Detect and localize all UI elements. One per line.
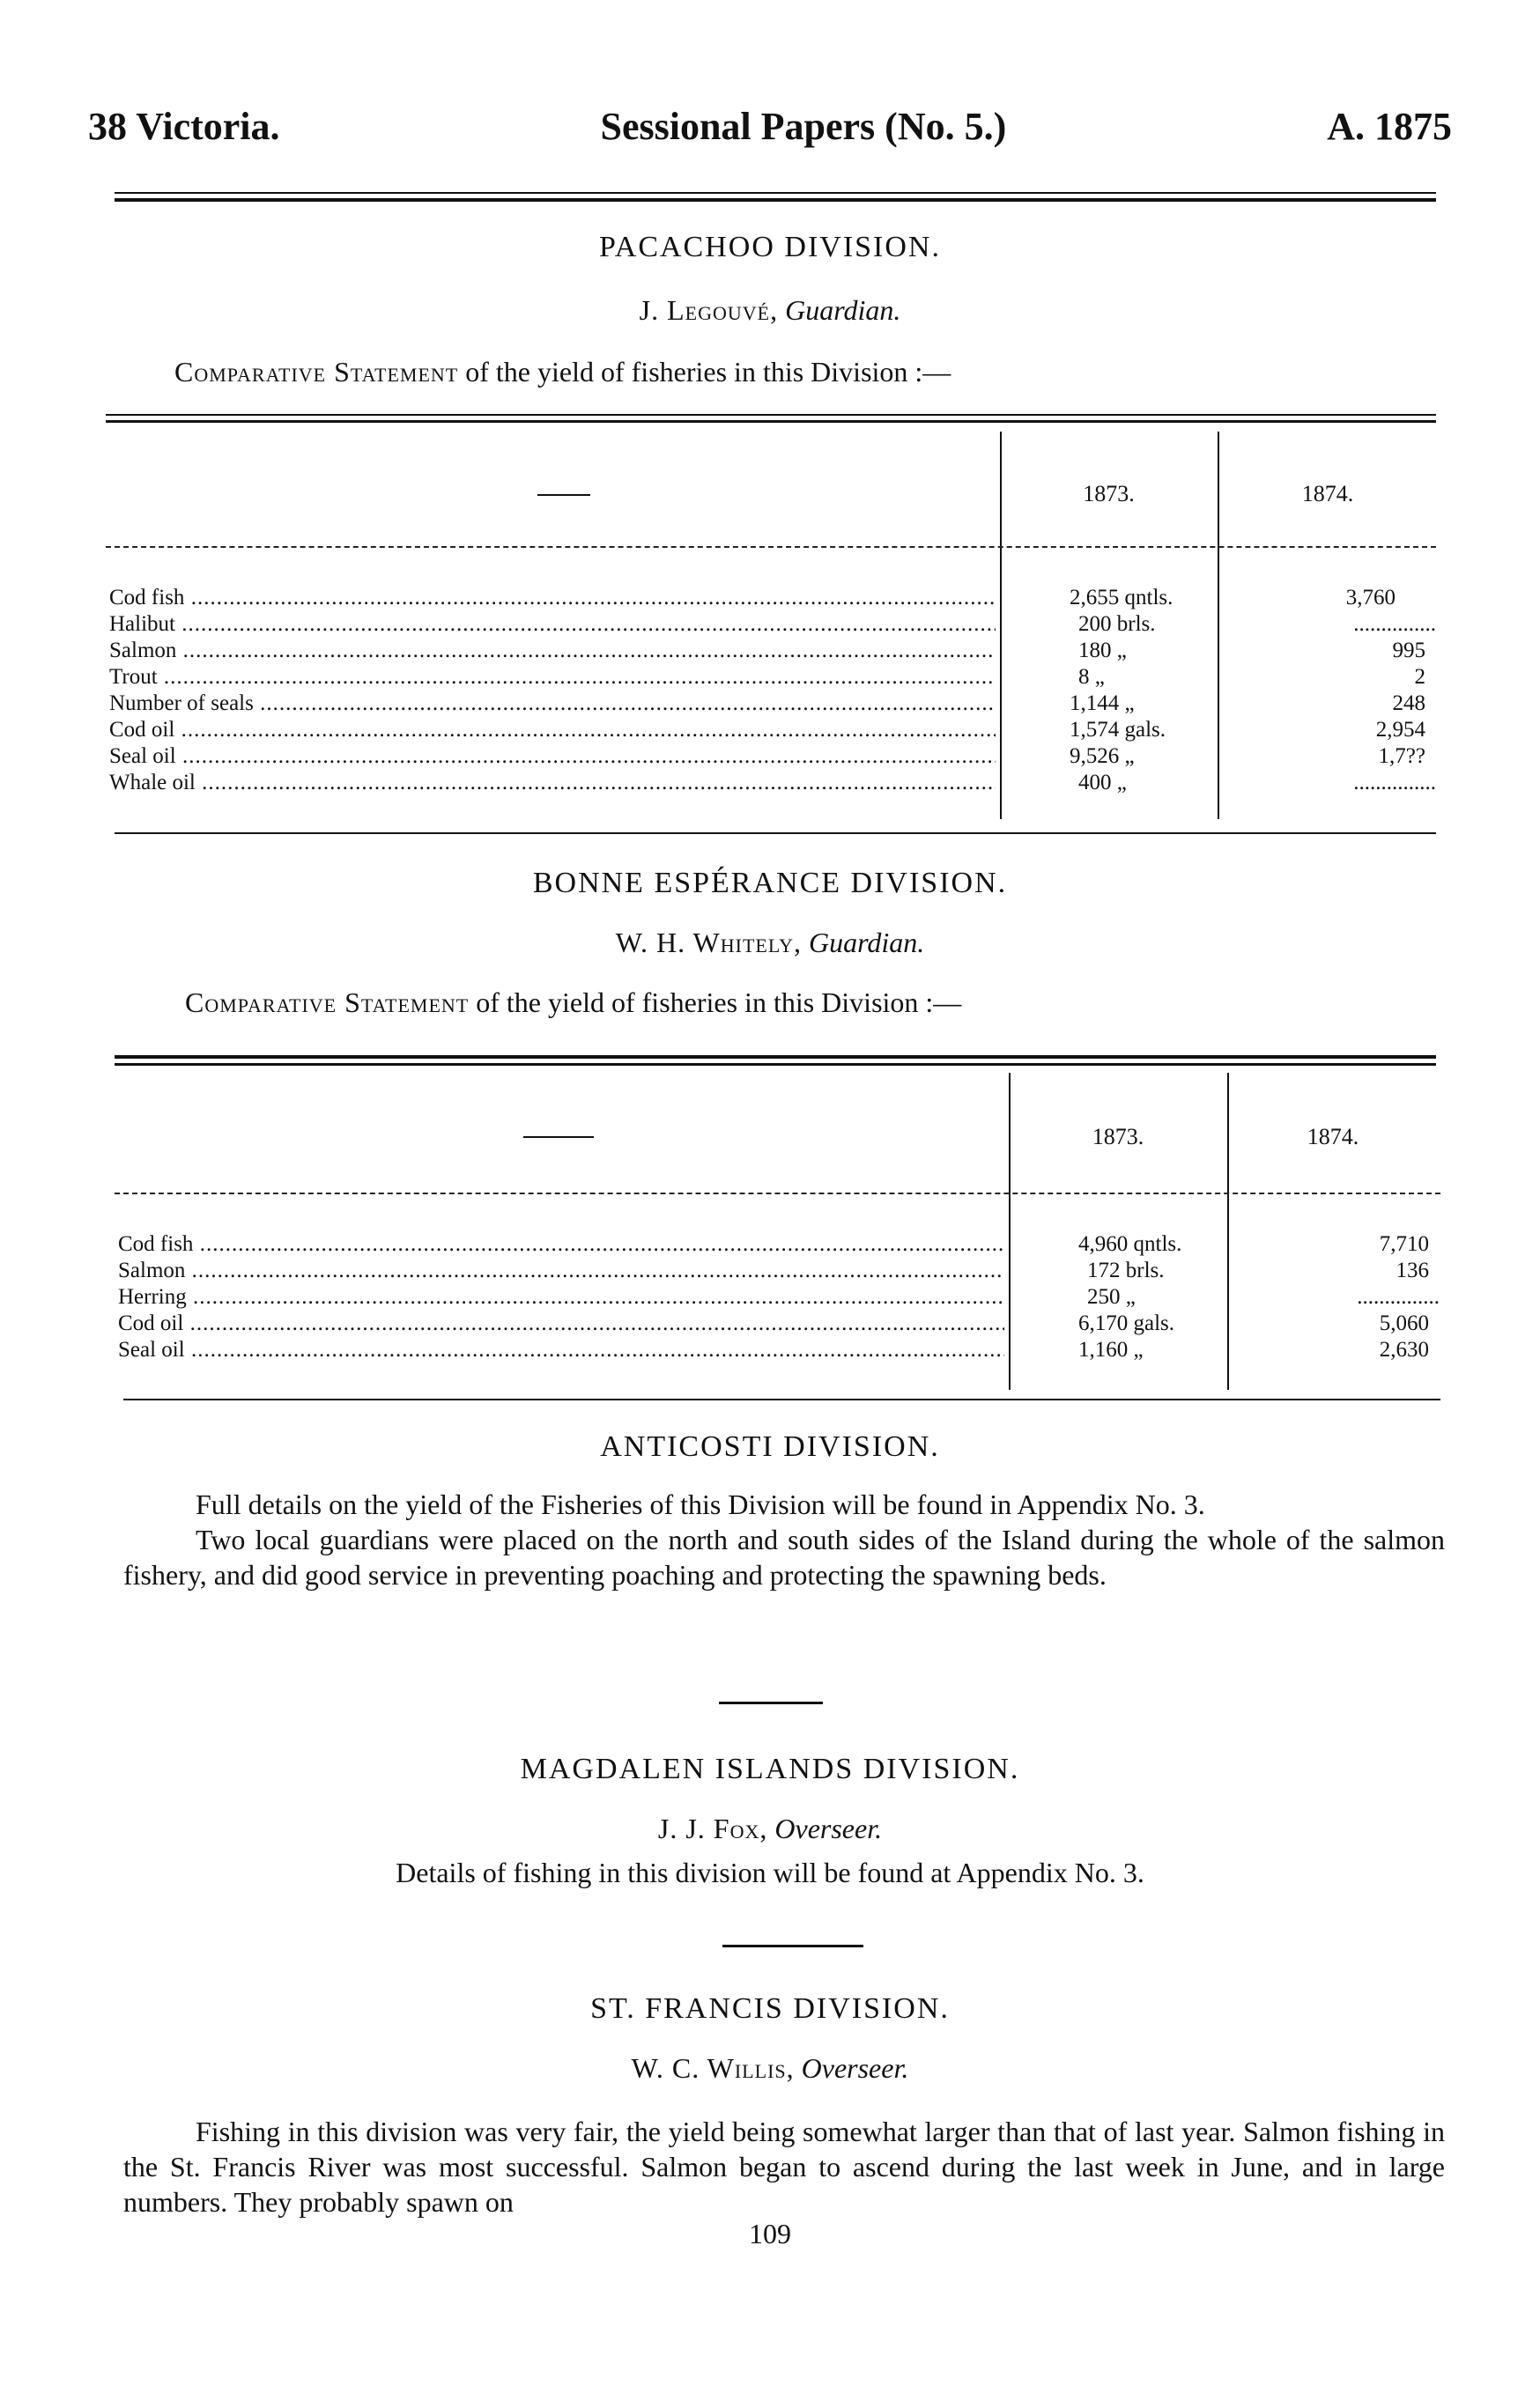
bonne-top-rule-2: [115, 1063, 1436, 1066]
table-row: [109, 585, 1436, 611]
anticosti-body: [123, 1487, 1445, 1592]
row-label: Whale oil .....: [109, 770, 996, 796]
section-separator: [719, 1702, 823, 1704]
table-row: [118, 1311, 1440, 1337]
row-value-1874: 995: [1392, 639, 1425, 662]
row-label: Halibut .....: [109, 611, 996, 638]
pacachoo-top-rule-2: [106, 420, 1436, 423]
pacachoo-col-1874: 1874.: [1301, 481, 1354, 506]
row-value-1874: 2,630: [1379, 1338, 1429, 1362]
pacachoo-title: PACACHOO DIVISION.: [598, 231, 941, 263]
row-value-1873: 180 „: [1078, 639, 1127, 662]
table-row: [109, 743, 1436, 770]
bonne-statement: [185, 986, 961, 1019]
row-value-1873: 6,170 gals.: [1078, 1311, 1175, 1335]
row-value-1873: 1,160 „: [1078, 1338, 1144, 1362]
running-head-right: A. 1875: [1327, 105, 1452, 148]
magdalen-title: MAGDALEN ISLANDS DIVISION.: [520, 1753, 1020, 1785]
pacachoo-stub-dash: [537, 494, 590, 496]
row-value-1874: ...............: [1353, 612, 1436, 636]
magdalen-overseer: [0, 1813, 1540, 1845]
pacachoo-bottom-rule: [115, 832, 1436, 834]
row-value-1874: 1,7??: [1378, 744, 1425, 768]
row-value-1874: 2,954: [1375, 718, 1425, 742]
row-value-1874: ...............: [1357, 1285, 1440, 1309]
section-separator: [722, 1945, 863, 1947]
row-label: Trout .....: [109, 664, 996, 691]
pacachoo-top-rule-1: [106, 414, 1436, 416]
row-value-1873: 8 „: [1078, 665, 1105, 689]
table-row: [109, 638, 1436, 664]
pacachoo-guardian-name: J. Legouvé,: [639, 294, 779, 326]
bonne-top-rule-1: [115, 1055, 1436, 1059]
row-value-1873: 400 „: [1078, 771, 1127, 794]
header-rule-thick: [115, 198, 1436, 202]
row-value-1874: 7,710: [1379, 1232, 1429, 1256]
row-value-1873: 250 „: [1087, 1285, 1136, 1309]
row-value-1873: 9,526 „: [1070, 744, 1135, 768]
bonne-col-1874: 1874.: [1307, 1124, 1359, 1149]
anticosti-paragraph-2: Two local guardians were placed on the north and south sides of the Island during the whole of the salmon fishery, and did good service in preventing poaching and protecting the spawning beds.: [123, 1524, 1445, 1591]
row-value-1873: 1,574 gals.: [1070, 718, 1166, 742]
stfrancis-overseer-role: Overseer.: [801, 2052, 909, 2084]
table-row: [109, 717, 1436, 743]
row-value-1874: 3,760: [1345, 586, 1396, 609]
bonne-guardian-role: Guardian.: [808, 927, 925, 958]
row-value-1874: ...............: [1353, 771, 1436, 794]
pacachoo-statement: [174, 356, 951, 388]
magdalen-details: Details of fishing in this division will be found at Appendix No. 3.: [396, 1857, 1144, 1888]
row-value-1873: 4,960 qntls.: [1078, 1232, 1182, 1256]
pacachoo-guardian-role: Guardian.: [785, 294, 901, 326]
row-value-1874: 248: [1392, 691, 1425, 715]
row-label: Seal oil .....: [109, 743, 996, 770]
bonne-stub-dash: [523, 1136, 594, 1138]
table-row: [118, 1337, 1440, 1363]
bonne-statement-lead: Comparative Statement: [185, 986, 470, 1018]
running-head-center: Sessional Papers (No. 5.): [600, 105, 1007, 148]
table-row: [109, 770, 1436, 796]
row-label: Salmon .....: [109, 638, 996, 664]
magdalen-overseer-role: Overseer.: [774, 1813, 883, 1844]
row-value-1873: 1,144 „: [1070, 691, 1135, 715]
running-head: [88, 104, 1452, 166]
stfrancis-title: ST. FRANCIS DIVISION.: [590, 1992, 950, 2025]
pacachoo-col-1873: 1873.: [1083, 481, 1135, 506]
magdalen-overseer-name: J. J. Fox,: [657, 1813, 768, 1844]
row-label: Herring .....: [118, 1284, 1004, 1311]
row-value-1873: 200 brls.: [1078, 612, 1156, 636]
bonne-statement-rest: of the yield of fisheries in this Division :—: [476, 986, 962, 1018]
pacachoo-statement-lead: Comparative Statement: [174, 356, 459, 388]
bonne-header-divider: [115, 1193, 1440, 1194]
anticosti-title: ANTICOSTI DIVISION.: [600, 1430, 940, 1463]
row-value-1873: 172 brls.: [1087, 1259, 1165, 1282]
row-value-1873: 2,655 qntls.: [1070, 586, 1174, 609]
pacachoo-guardian: [0, 294, 1540, 327]
stfrancis-body: [123, 2114, 1445, 2220]
bonne-guardian: [0, 927, 1540, 959]
pacachoo-statement-rest: of the yield of fisheries in this Division :—: [465, 356, 951, 388]
bonne-col-1873: 1873.: [1092, 1124, 1144, 1149]
row-label: Cod fish .....: [109, 585, 996, 611]
row-label: Seal oil .....: [118, 1337, 1004, 1363]
page-number: 109: [749, 2218, 791, 2249]
stfrancis-overseer-name: W. C. Willis,: [631, 2052, 795, 2084]
bonne-title: BONNE ESPÉRANCE DIVISION.: [532, 867, 1008, 899]
table-row: [118, 1258, 1440, 1284]
stfrancis-overseer: [0, 2052, 1540, 2085]
row-value-1874: 5,060: [1379, 1311, 1429, 1335]
bonne-guardian-name: W. H. Whitely,: [615, 927, 802, 958]
table-row: [109, 611, 1436, 638]
row-label: Number of seals .....: [109, 691, 996, 717]
anticosti-paragraph-1: Full details on the yield of the Fisheries of this Division will be found in Appendix No. 3.: [196, 1488, 1205, 1520]
row-label: Cod fish .....: [118, 1231, 1004, 1258]
table-row: [109, 664, 1436, 691]
bonne-bottom-rule: [123, 1399, 1440, 1400]
running-head-left: 38 Victoria.: [88, 105, 280, 148]
header-rule-thin: [115, 192, 1436, 194]
row-label: Cod oil .....: [109, 717, 996, 743]
row-value-1874: 2: [1414, 665, 1425, 689]
table-row: [118, 1231, 1440, 1258]
row-label: Cod oil .....: [118, 1311, 1004, 1337]
row-label: Salmon .....: [118, 1258, 1004, 1284]
table-row: [118, 1284, 1440, 1311]
stfrancis-paragraph: Fishing in this division was very fair, the yield being somewhat larger than that of last year. Salmon fishing in the St. Francis River was most successful. Salmon began to ascend during the last week in June, and in large numbers. They probably spawn on: [123, 2116, 1445, 2218]
pacachoo-header-divider: [106, 546, 1436, 548]
table-row: [109, 691, 1436, 717]
row-value-1874: 136: [1396, 1259, 1429, 1282]
